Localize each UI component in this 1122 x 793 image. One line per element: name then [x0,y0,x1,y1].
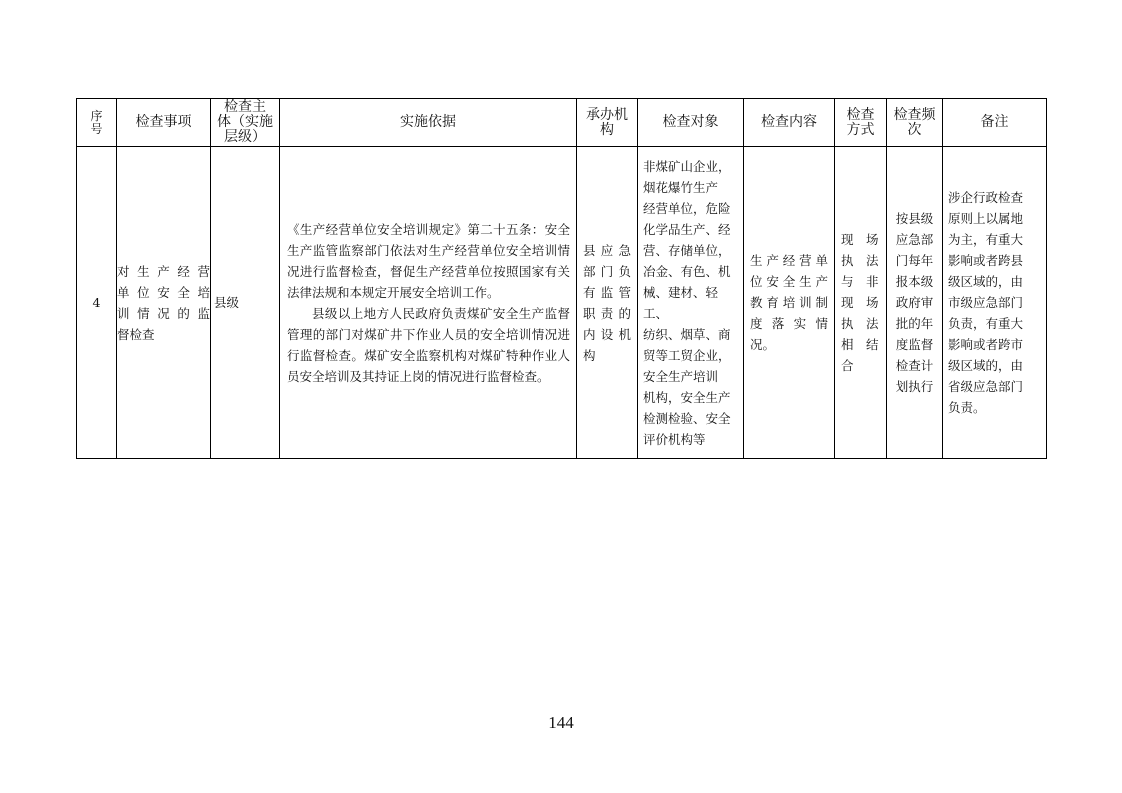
cell-item: 对生产经营 单位安全培 训情况的监 督检查 [117,147,211,459]
cell-subject: 县级 [211,147,280,459]
cell-seq: 4 [77,147,117,459]
header-frequency: 检查频 次 [887,99,943,147]
cell-basis [280,147,577,459]
header-method: 检查 方式 [835,99,887,147]
basis-paragraph-2: 县级以上地方人民政府负责煤矿安全生产监督管理的部门对煤矿井下作业人员的安全培训情况进行监督检查。煤矿安全监察机构对煤矿特种作业人员安全培训及其持证上岗的情况进行监督检查。 [287,305,570,384]
cell-target: 非煤矿山企业， 烟花爆竹生产 经营单位，危险 化学品生产、经 营、存储单位， 冶金、有色、机 械、建材、轻工、 纺织、烟草、商 贸等工贸企业， 安全生产培训 机构，安全生产 检测检验、安全 评价机构等 [638,147,744,459]
header-subject: 检查主 体（实施 层级） [211,99,280,147]
cell-frequency: 按县级 应急部 门每年 报本级 政府审 批的年 度监督 检查计 划执行 [887,147,943,459]
header-basis: 实施依据 [280,99,577,147]
header-seq: 序 号 [77,99,117,147]
header-item: 检查事项 [117,99,211,147]
header-target: 检查对象 [638,99,744,147]
page-number: 144 [548,713,574,732]
cell-content: 生产经营单 位安全生产 教育培训制 度落实情 况。 [744,147,835,459]
header-remark: 备注 [943,99,1047,147]
cell-remark: 涉企行政检查 原则上以属地 为主，有重大 影响或者跨县 级区域的，由 市级应急部门 负责，有重大 影响或者跨市 级区域的，由 省级应急部门 负责。 [943,147,1047,459]
basis-paragraph-1: 《生产经营单位安全培训规定》第二十五条：安全生产监管监察部门依法对生产经营单位安全培训情况进行监督检查，督促生产经营单位按照国家有关法律法规和本规定开展安全培训工作。 [287,221,570,300]
table-row [77,147,1047,459]
header-organ: 承办机 构 [577,99,638,147]
cell-organ: 县应急 部门负 有监管 职责的 内设机 构 [577,147,638,459]
header-row [77,99,1047,147]
header-content: 检查内容 [744,99,835,147]
cell-method: 现 场 执 法 与 非 现 场 执 法 相 结 合 [835,147,887,459]
inspection-table [76,98,1047,459]
